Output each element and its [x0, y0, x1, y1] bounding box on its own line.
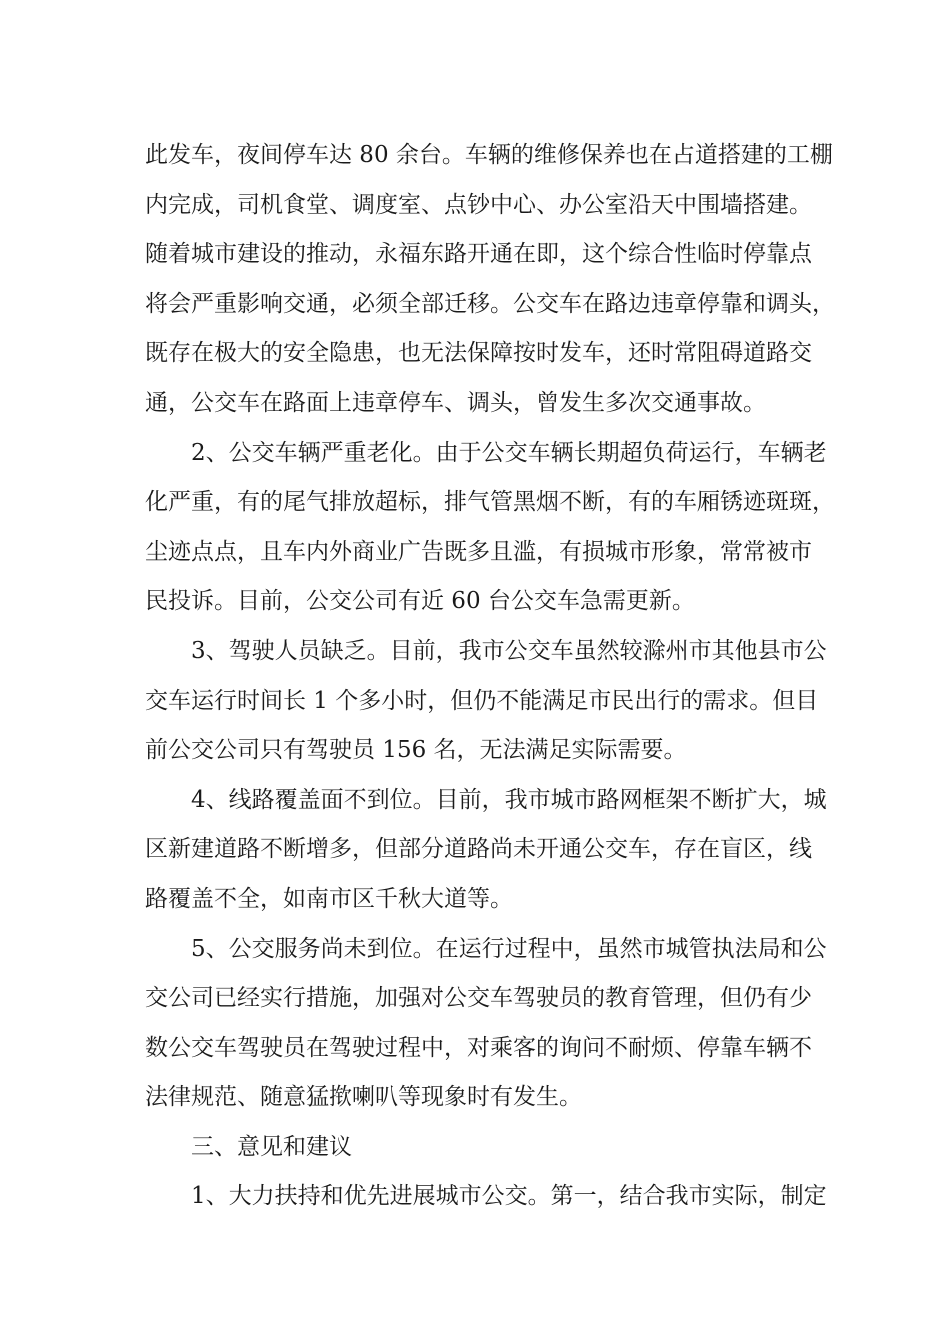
- text-line: 此发车，夜间停车达 80 余台。车辆的维修保养也在占道搭建的工棚: [145, 142, 833, 168]
- text-line: 交公司已经实行措施，加强对公交车驾驶员的教育管理，但仍有少: [145, 985, 812, 1012]
- paragraph-start-line: 2、公交车辆严重老化。由于公交车辆长期超负荷运行，车辆老: [191, 439, 827, 466]
- text-line: 法律规范、随意猛揿喇叭等现象时有发生。: [145, 1084, 582, 1111]
- text-line: 既存在极大的安全隐患，也无法保障按时发车，还时常阻碍道路交: [145, 340, 812, 367]
- text-line: 化严重，有的尾气排放超标，排气管黑烟不断，有的车厢锈迹斑斑，: [145, 489, 835, 516]
- section-heading: 三、意见和建议: [191, 1133, 352, 1160]
- text-line: 将会严重影响交通，必须全部迁移。公交车在路边违章停靠和调头，: [145, 290, 835, 317]
- text-line: 数公交车驾驶员在驾驶过程中，对乘客的询问不耐烦、停靠车辆不: [145, 1034, 812, 1061]
- text-line: 民投诉。目前，公交公司有近 60 台公交车急需更新。: [145, 588, 695, 615]
- text-line: 尘迹点点，且车内外商业广告既多且滥，有损城市形象，常常被市: [145, 538, 812, 565]
- paragraph-start-line: 5、公交服务尚未到位。在运行过程中，虽然市城管执法局和公: [191, 935, 827, 962]
- paragraph-start-line: 3、驾驶人员缺乏。目前，我市公交车虽然较滁州市其他县市公: [191, 637, 827, 664]
- paragraph-start-line: 1、大力扶持和优先进展城市公交。第一，结合我市实际，制定: [191, 1183, 827, 1210]
- paragraph-start-line: 4、线路覆盖面不到位。目前，我市城市路网框架不断扩大，城: [191, 786, 827, 813]
- document-body: [145, 131, 835, 1222]
- text-line: 路覆盖不全，如南市区千秋大道等。: [145, 885, 513, 912]
- text-line: 随着城市建设的推动，永福东路开通在即，这个综合性临时停靠点: [145, 241, 812, 268]
- text-line: 通，公交车在路面上违章停车、调头，曾发生多次交通事故。: [145, 389, 766, 416]
- text-line: 区新建道路不断增多，但部分道路尚未开通公交车，存在盲区，线: [145, 836, 812, 863]
- text-line: 前公交公司只有驾驶员 156 名，无法满足实际需要。: [145, 737, 687, 764]
- text-line: 交车运行时间长 1 个多小时，但仍不能满足市民出行的需求。但目: [145, 687, 819, 714]
- text-line: 内完成，司机食堂、调度室、点钞中心、办公室沿天中围墙搭建。: [145, 191, 812, 218]
